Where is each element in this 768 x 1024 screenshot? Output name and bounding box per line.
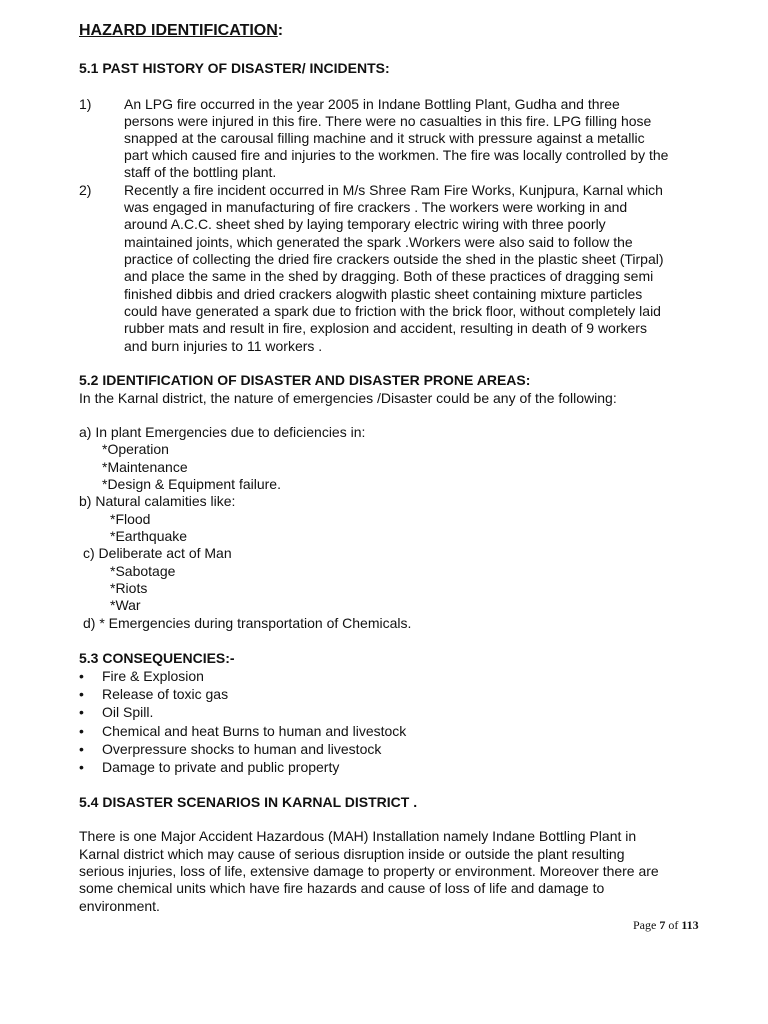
section-5-4-line-5: environment. [79,898,160,914]
item-1-line-2: persons were injured in this fire. There were no casualties in this fire. LPG filling hose [124,113,652,129]
item-1-line-3: snapped at the carousal filling machine and it struck with pressure against a metallic [124,130,645,146]
page-current: 7 [659,918,666,932]
page-label: Page [633,918,657,932]
page-title [79,22,283,40]
item-2-line-1: Recently a fire incident occurred in M/s Shree Ram Fire Works, Kunjpura, Karnal which [124,182,663,198]
bullet-icon: • [79,668,84,684]
section-5-2-intro: In the Karnal district, the nature of emergencies /Disaster could be any of the following: [79,390,617,406]
item-2-line-9: rubber mats and result in fire, explosion and accident, resulting in death of 9 workers [124,320,647,336]
list-subitem-maintenance: *Maintenance [102,459,188,475]
item-1-line-4: part which caused fire and injuries to the workmen. The fire was locally controlled by the [124,147,669,163]
bullet-icon: • [79,741,84,757]
section-5-2-heading: 5.2 IDENTIFICATION OF DISASTER AND DISASTER PRONE AREAS: [79,372,531,388]
item-1-line-5: staff of the bottling plant. [124,164,277,180]
item-2-line-2: was engaged in manufacturing of fire crackers . The workers were working in and [124,199,628,215]
bullet-text: Overpressure shocks to human and livestock [102,741,382,757]
list-item-d: d) * Emergencies during transportation of Chemicals. [83,615,412,631]
page-number [633,918,699,933]
item-2-line-6: and place the same in the shed by dragging. Both of these practices of dragging semi [124,268,654,284]
bullet-text: Fire & Explosion [102,668,204,684]
item-2-line-5: practice of collecting the dried fire crackers outside the shed in the plastic sheet (Tirpal) [124,251,664,267]
page-of-label: of [668,918,679,932]
section-5-3-heading: 5.3 CONSEQUENCIES:- [79,650,235,666]
bullet-icon: • [79,704,84,720]
bullet-icon: • [79,686,84,702]
bullet-text: Damage to private and public property [102,759,340,775]
item-2-line-8: could have generated a spark due to friction with the brick floor, without completely laid [124,303,661,319]
section-5-4-line-3: serious injuries, loss of life, extensive damage to property or environment. Moreover there are [79,863,659,879]
item-2-number: 2) [79,182,92,198]
section-5-4-heading: 5.4 DISASTER SCENARIOS IN KARNAL DISTRICT . [79,794,418,810]
title-text: HAZARD IDENTIFICATION [79,22,278,39]
item-2-line-3: around A.C.C. sheet shed by laying temporary electric wiring with three poorly [124,216,606,232]
bullet-text: Chemical and heat Burns to human and livestock [102,723,407,739]
section-5-1-heading: 5.1 PAST HISTORY OF DISASTER/ INCIDENTS: [79,60,390,76]
item-1-number: 1) [79,96,92,112]
list-subitem-war: *War [110,597,141,613]
bullet-icon: • [79,759,84,775]
section-5-4-line-2: Karnal district which may cause of serious disruption inside or outside the plant resulting [79,846,625,862]
list-subitem-earthquake: *Earthquake [110,528,188,544]
section-5-4-line-1: There is one Major Accident Hazardous (MAH) Installation namely Indane Bottling Plant in [79,828,637,844]
section-5-4-line-4: some chemical units which have fire hazards and cause of loss of life and damage to [79,880,605,896]
bullet-text: Oil Spill. [102,704,154,720]
list-item-b: b) Natural calamities like: [79,493,236,509]
bullet-text: Release of toxic gas [102,686,229,702]
list-subitem-operation: *Operation [102,441,169,457]
item-2-line-7: finished dibbis and dried crackers alogwith plastic sheet containing mixture particles [124,286,643,302]
page-total: 113 [681,918,699,932]
item-2-line-4: maintained joints, which generated the spark .Workers were also said to follow the [124,234,633,250]
list-subitem-flood: *Flood [110,511,151,527]
list-item-c: c) Deliberate act of Man [83,545,232,561]
bullet-icon: • [79,723,84,739]
list-subitem-sabotage: *Sabotage [110,563,176,579]
title-suffix: : [277,22,284,39]
item-2-line-10: and burn injuries to 11 workers . [124,338,323,354]
list-item-a: a) In plant Emergencies due to deficiencies in: [79,424,366,440]
list-subitem-riots: *Riots [110,580,148,596]
item-1-line-1: An LPG fire occurred in the year 2005 in Indane Bottling Plant, Gudha and three [124,96,620,112]
list-subitem-design: *Design & Equipment failure. [102,476,281,492]
